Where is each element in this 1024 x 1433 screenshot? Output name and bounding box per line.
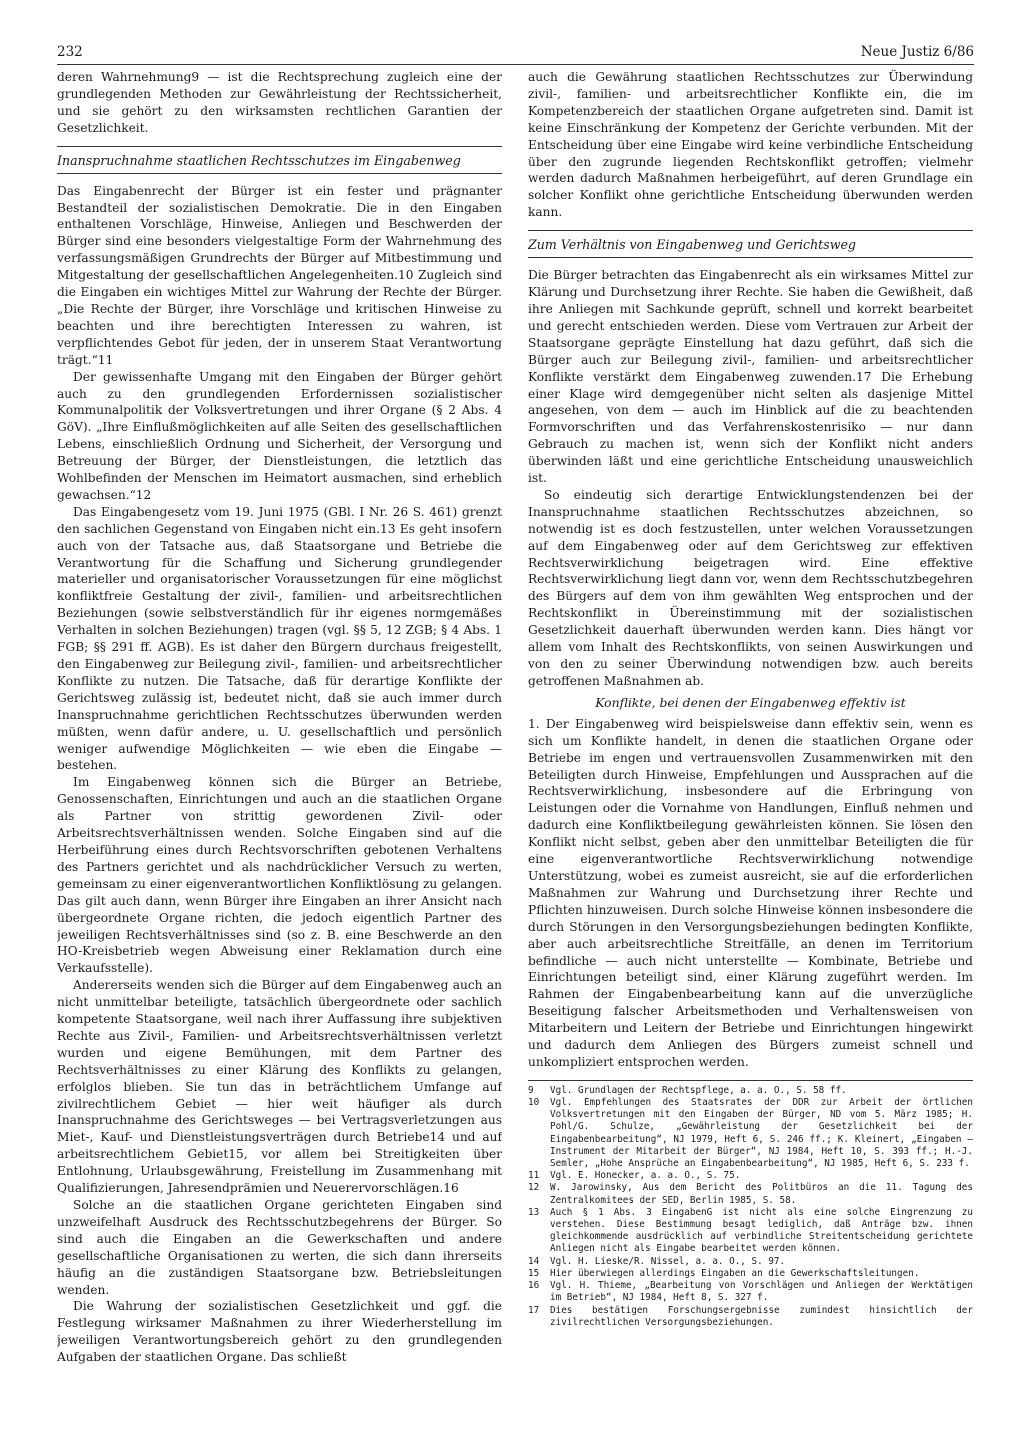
footnote-number: 14 (528, 1255, 540, 1267)
sub-heading: Konflikte, bei denen der Eingabenweg effektiv ist (595, 694, 906, 710)
footnote-number: 10 (528, 1097, 540, 1109)
section-heading: Inanspruchnahme staatlichen Rechtsschutzes im Eingabenweg (57, 146, 502, 174)
paragraph: So eindeutig sich derartige Entwicklungstendenzen bei der Inanspruchnahme staatlichen Rechtsschutzes abzeichnen, so notwendig ist es doch festzustellen, unter welchen Voraussetzungen auf dem Eingabenweg oder auf dem Gerichtsweg zur effektiven Rechtsverwirklichung beigetragen wird. Eine effektive Rechtsverwirklichung liegt dann vor, wenn dem Rechtsschutzbegehren des Bürgers auf dem von ihm gewählten Weg entsprochen und der Rechtskonflikt in Übereinstimmung mit der sozialistischen Gesetzlichkeit dauerhaft überwunden werden kann. Dies hängt vor allem vom Inhalt des Rechtskonflikts, von seinen Auswirkungen und von den zu seiner Überwindung notwendigen bzw. auch bereits getroffenen Maßnahmen ab. (528, 487, 973, 688)
paragraph: Der gewissenhafte Umgang mit den Eingaben der Bürger gehört auch zu den grundlegenden Erfordernissen sozialistischer Kommunalpolitik der Volksvertretungen und ihrer Organe (§ 2 Abs. 4 GöV). „Ihre Einflußmöglichkeiten auf alle Seiten des gesellschaftlichen Lebens, einschließlich Ordnung und Sicherheit, der Versorgung und Betreuung der Bürger, der Dienstleistungen, die letztlich das Wohlbefinden der Menschen im Heimatort ausmachen, sind erheblich gewachsen.“12 (57, 369, 502, 502)
footnote (528, 1207, 973, 1256)
footnote (528, 1182, 973, 1206)
footnote (528, 1085, 973, 1097)
footnote-number: 16 (528, 1280, 540, 1292)
right-column (528, 69, 973, 1366)
paragraph: Solche an die staatlichen Organe gerichteten Eingaben sind unzweifelhaft Ausdruck des Rechtsschutzbegehrens der Bürger. So sind auch die Eingaben an die Gewerkschaften und andere gesellschaftliche Organisationen zu werten, die sich dann ihrerseits häufig an die zuständigen Staatsorgane bzw. Betriebsleitungen wenden. (57, 1198, 502, 1297)
footnote-text: Vgl. Empfehlungen des Staatsrates der DDR zur Arbeit der örtlichen Volksvertretungen mit den Eingaben der Bürger, ND vom 5. März 1985; H. Pohl/G. Schulze, „Gewährleistung der Gesetzlichkeit bei der Eingabenbearbeitung“, NJ 1979, Heft 6, S. 246 ff.; K. Kleinert, „Eingaben — Instrument der Mitarbeit der Bürger“, NJ 1984, Heft 10, S. 393 ff.; H.-J. Semler, „Hohe Ansprüche an Eingabenbearbeitung“, NJ 1985, Heft 6, S. 233 f. (550, 1097, 973, 1170)
footnote-number: 9 (528, 1084, 534, 1096)
footnote (528, 1097, 973, 1170)
footnote-number: 17 (528, 1304, 540, 1316)
paragraph: Das Eingabenrecht der Bürger ist ein fester und prägnanter Bestandteil der sozialistischen Demokratie. Die in den Eingaben enthaltenen Vorschläge, Hinweise, Anliegen und Beschwerden der Bürger sind eine besonders vielgestaltige Form der Wahrnehmung des verfassungsmäßigen Grundrechts der Bürger auf Mitbestimmung und Mitgestaltung der gesellschaftlichen Angelegenheiten.10 Zugleich sind die Eingaben ein wichtiges Mittel zur Wahrung der Rechte der Bürger. „Die Rechte der Bürger, ihre Vorschläge und kritischen Hinweise zu beachten und ihre berechtigten Interessen zu wahren, ist verpflichtendes Gebot für jeden, der in unserem Staat Verantwortung trägt.“11 (57, 183, 502, 367)
page-number: 232 (57, 44, 83, 60)
footnote-text: Vgl. Grundlagen der Rechtspflege, a. a. O., S. 58 ff. (550, 1084, 847, 1096)
footnote-number: 13 (528, 1206, 540, 1218)
paragraph: Die Bürger betrachten das Eingabenrecht als ein wirksames Mittel zur Klärung und Durchsetzung ihrer Rechte. Sie haben die Gewißheit, daß ihre Anliegen mit Sachkunde geprüft, schnell und korrekt bearbeitet und gerecht entschieden werden. Diese vom Vertrauen zur Arbeit der Staatsorgane geprägte Einstellung hat dazu geführt, daß sich die Bürger auch zur Beilegung zivil-, familien- und arbeitsrechtlicher Konflikte verstärkt dem Eingabenweg zuwenden.17 Die Erhebung einer Klage wird demgegenüber nicht selten als dasjenige Mittel angesehen, von dem — auch im Hinblick auf die zu beachtenden Formvorschriften und das Verfahrenskostenrisiko — nur dann Gebrauch zu machen ist, wenn sich der Konflikt nicht anders überwinden läßt und eine gerichtliche Entscheidung unausweichlich ist. (528, 268, 973, 486)
section-heading: Zum Verhältnis von Eingabenweg und Gerichtsweg (528, 230, 973, 258)
footnote-text: Vgl. H. Thieme, „Bearbeitung von Vorschlägen und Anliegen der Werktätigen im Betrieb“, NJ 1984, Heft 8, S. 327 f. (550, 1280, 973, 1304)
paragraph: Die Wahrung der sozialistischen Gesetzlichkeit und ggf. die Festlegung wirksamer Maßnahmen zu ihrer Wiederherstellung im jeweiligen Verantwortungsbereich gehört zu den grundlegenden Aufgaben der staatlichen Organe. Das schließt (57, 1299, 502, 1365)
footnote-text: Hier überwiegen allerdings Eingaben an die Gewerkschaftsleitungen. (550, 1267, 920, 1279)
footnote (528, 1170, 973, 1182)
footnotes (528, 1085, 973, 1329)
footnote-number: 12 (528, 1182, 540, 1194)
footnote-text: Dies bestätigen Forschungsergebnisse zumindest hinsichtlich der zivilrechtlichen Versorgungsbeziehungen. (550, 1304, 973, 1328)
footnote-text: Vgl. H. Lieske/R. Nissel, a. a. O., S. 97. (550, 1255, 786, 1267)
footnote-text: W. Jarowinsky, Aus dem Bericht des Politbüros an die 11. Tagung des Zentralkomitees der SED, Berlin 1985, S. 58. (550, 1182, 973, 1206)
paragraph: Das Eingabengesetz vom 19. Juni 1975 (GBl. I Nr. 26 S. 461) grenzt den sachlichen Gegenstand von Eingaben nicht ein.13 Es geht insofern auch von der Tatsache aus, daß Staatsorgane und Betriebe die Verantwortung für die Schaffung und Sicherung grundlegender materieller und organisatorischer Voraussetzungen für eine möglichst konfliktfreie Gestaltung der zivil-, familien- und arbeitsrechtlichen Beziehungen (sowie selbstverständlich für ihr eigenes normgemäßes Verhalten in solchen Beziehungen) tragen (vgl. §§ 5, 12 ZGB; § 4 Abs. 1 FGB; §§ 291 ff. AGB). Es ist daher den Bürgern durchaus freigestellt, den Eingabenweg zur Beilegung zivil-, familien- und arbeitsrechtlicher Konflikte zu nutzen. Die Tatsache, daß für derartige Konflikte der Gerichtsweg zulässig ist, bedeutet nicht, daß sie auch immer durch Inanspruchnahme gerichtlichen Rechtsschutzes überwunden werden müßten, wenn dafür andere, u. U. gesellschaftlich und persönlich weniger aufwendige Möglichkeiten — wie eben die Eingabe — bestehen. (57, 504, 502, 773)
paragraph: 1. Der Eingabenweg wird beispielsweise dann effektiv sein, wenn es sich um Konflikte handelt, in denen die staatlichen Organe oder Betriebe im engen und vertrauensvollen Zusammenwirken mit den Beteiligten durch Hinweise, Empfehlungen und Aussprachen auf die Rechtsverwirklichung, insbesondere auf die Erbringung von Leistungen oder die Vornahme von Handlungen, Einfluß nehmen und dadurch eine Konfliktbeilegung gewährleisten können. Sie lösen den Konflikt nicht selbst, geben aber den unmittelbar Beteiligten die für eine eigenverantwortliche Rechtsverwirklichung notwendige Unterstützung, wobei es zumeist ausreicht, sie auf die erforderlichen Maßnahmen zur Wahrung und Durchsetzung ihrer Rechte und Pflichten hinzuweisen. Durch solche Hinweise können insbesondere die durch Störungen in den Versorgungsbeziehungen bedingten Konflikte, aber auch arbeitsrechtliche Streitfälle, an denen im Territorium befindliche — auch nicht unterstellte — Kombinate, Betriebe und Einrichtungen beteiligt sind, einer Klärung zugeführt werden. Im Rahmen der Eingabenbearbeitung kann auf die unverzügliche Beseitigung falscher Arbeitsmethoden und Verhaltensweisen von Mitarbeitern und Leitern der Betriebe und Einrichtungen hingewirkt und dadurch dem Anliegen des Bürgers zumeist schnell und unkompliziert entsprochen werden. (528, 716, 973, 1069)
footnote (528, 1280, 973, 1304)
footnote-divider (528, 1080, 973, 1081)
footnote-number: 15 (528, 1267, 540, 1279)
footnote (528, 1256, 973, 1268)
text-columns (57, 69, 974, 1366)
journal-issue: Neue Justiz 6/86 (860, 44, 974, 60)
paragraph: Im Eingabenweg können sich die Bürger an Betriebe, Genossenschaften, Einrichtungen und auch an die staatlichen Organe als Partner von strittig gewordenen Zivil- oder Arbeitsrechtsverhältnissen wenden. Solche Eingaben sind auf die Herbeiführung eines durch Rechtsvorschriften gebotenen Verhaltens des Partners gerichtet und als nachdrücklicher Versuch zu werten, gemeinsam zu einer eigenverantwortlichen Konfliktlösung zu gelangen. Das gilt auch dann, wenn Bürger ihre Eingaben an ihrer Ansicht nach übergeordnete Organe richten, die jedoch eigentlich Partner des jeweiligen Rechtsverhältnisses sind (so z. B. eine Beschwerde an den HO-Kreisbetrieb wegen Abweisung einer Reklamation durch eine Verkaufsstelle). (57, 775, 502, 976)
paragraph: deren Wahrnehmung9 — ist die Rechtsprechung zugleich eine der grundlegenden Methoden zur Gewährleistung der Rechtssicherheit, und sie gehört zu den wirksamsten rechtlichen Garantien der Gesetzlichkeit. (57, 70, 502, 135)
footnote-text: Vgl. E. Honecker, a. a. O., S. 75. (550, 1170, 741, 1182)
footnote (528, 1268, 973, 1280)
footnote-number: 11 (528, 1170, 540, 1182)
running-header (57, 44, 974, 65)
footnote (528, 1305, 973, 1329)
footnote-text: Auch § 1 Abs. 3 EingabenG ist nicht als eine solche Eingrenzung zu verstehen. Diese Bestimmung besagt lediglich, daß Anträge bzw. ihnen gleichkommende ausdrücklich auf verbindliche Streitentscheidung gerichtete Anliegen nicht als Eingabe bearbeitet werden können. (550, 1206, 973, 1255)
paragraph: auch die Gewährung staatlichen Rechtsschutzes zur Überwindung zivil-, familien- und arbeitsrechtlicher Konflikte ein, die im Kompetenzbereich der staatlichen Organe aufgetreten sind. Damit ist keine Einschränkung der Kompetenz der Gerichte verbunden. Mit der Entscheidung über eine Eingabe wird keine verbindliche Entscheidung über den zugrunde liegenden Rechtskonflikt getroffen; vielmehr werden dadurch Maßnahmen herbeigeführt, auf deren Grundlage ein solcher Konflikt ohne gerichtliche Entscheidung überwunden werden kann. (528, 70, 973, 220)
paragraph: Andererseits wenden sich die Bürger auf dem Eingabenweg auch an nicht unmittelbar beteiligte, tatsächlich übergeordnete oder sachlich kompetente Staatsorgane, weil nach ihrer Auffassung ihre subjektiven Rechte aus Zivil-, Familien- und Arbeitsrechtsverhältnissen verletzt wurden und eigene Bemühungen, mit dem Partner des Rechtsverhältnisses zu einer Klärung des Konflikts zu gelangen, erfolglos blieben. Sie tun das in beträchtlichem Umfange auf zivilrechtlichem Gebiet — hier weit häufiger als durch Inanspruchnahme des Gerichtsweges — bei Vertragsverletzungen aus Miet-, Kauf- und Dienstleistungsverträgen durch Betriebe14 und auf arbeitsrechtlichem Gebiet15, vor allem bei Streitigkeiten über Entlohnung, Urlaubsgewährung, Freistellung im Zusammenhang mit Qualifizierungen, Jahresendprämien und Neuerervorschlägen.16 (57, 978, 502, 1196)
left-column (57, 69, 502, 1366)
